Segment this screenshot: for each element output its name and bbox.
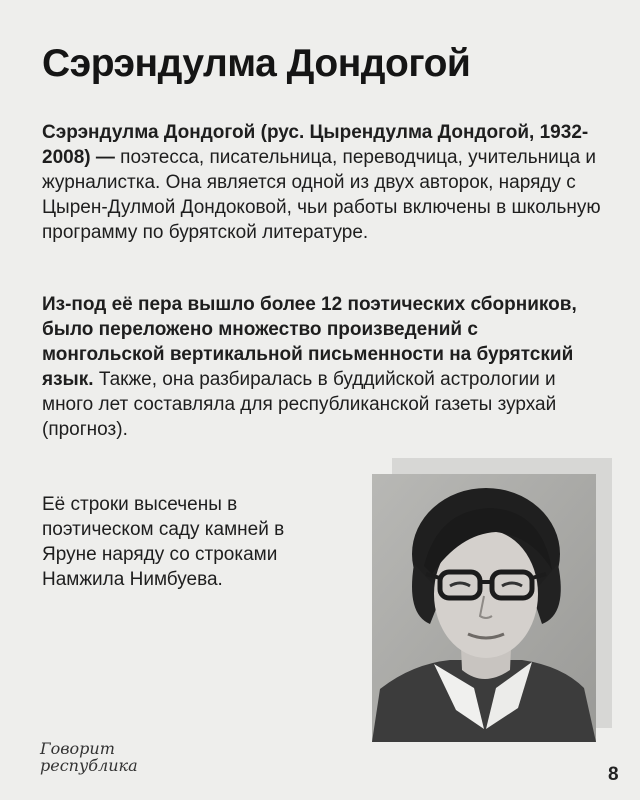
works-text: Также, она разбиралась в буддийской астрологии и много лет составляла для республиканской газеты зурхай (прогноз). (42, 369, 557, 440)
brand-logo (40, 740, 138, 774)
biography-paragraph (42, 120, 612, 245)
biography-lead: Сэрэндулма Дондогой (рус. Цырендулма Дондогой, 1932-2008) — (42, 122, 589, 168)
biography-text: поэтесса, писательница, переводчица, учительница и журналистка. Она является одной из двух авторок, наряду с Цырен-Дулмой Дондоковой, чьи работы включены в школьную программу по бурятской литературе. (42, 147, 601, 243)
portrait-photo (372, 474, 596, 742)
works-paragraph (42, 292, 602, 442)
page-title: Сэрэндулма Дондогой (42, 42, 471, 85)
legacy-paragraph: Её строки высечены в поэтическом саду камней в Яруне наряду со строками Намжила Нимбуева. (42, 494, 285, 590)
brand-logo-line1: Говорит (40, 739, 115, 758)
portrait-illustration (372, 474, 596, 742)
works-lead: Из-под её пера вышло более 12 поэтических сборников, было переложено множество произведений с монгольской вертикальной письменности на бурятский язык. (42, 294, 577, 390)
page-number: 8 (608, 764, 619, 785)
brand-logo-line2: республика (40, 756, 138, 775)
